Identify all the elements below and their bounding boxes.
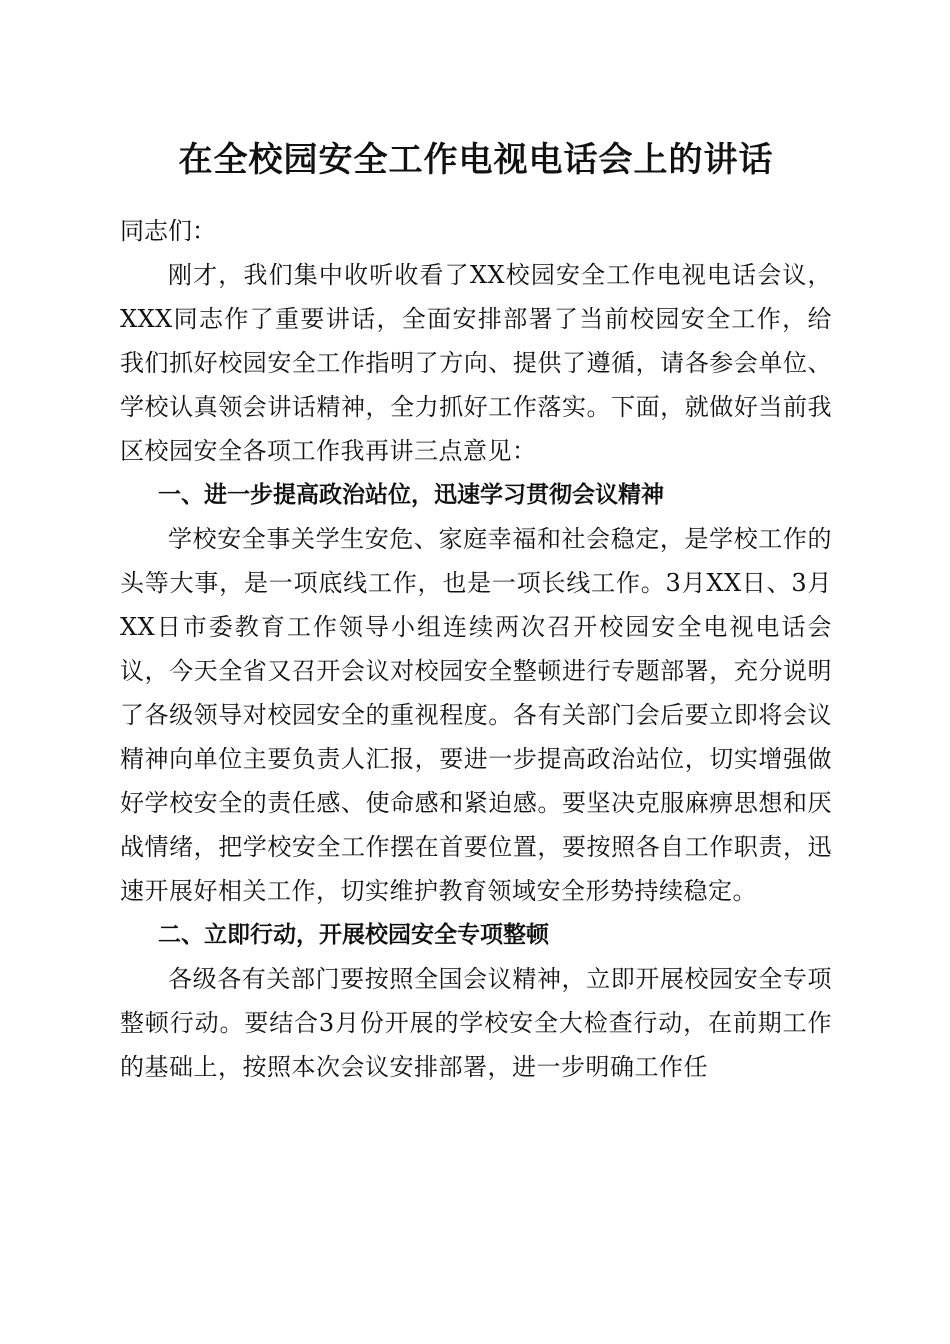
intro-paragraph: 刚才，我们集中收听收看了XX校园安全工作电视电话会议，XXX同志作了重要讲话，全面安排部署了当前校园安全工作，给我们抓好校园安全工作指明了方向、提供了遵循，请各参会单位、学校认真领会讲话精神，全力抓好工作落实。下面，就做好当前我区校园安全各项工作我再讲三点意见： bbox=[120, 261, 832, 465]
section-heading-2: 二、立即行动，开展校园安全专项整顿 bbox=[158, 922, 549, 948]
section-body-2: 各级各有关部门要按照全国会议精神，立即开展校园安全专项整顿行动。要结合3月份开展的学校安全大检查行动，在前期工作的基础上，按照本次会议安排部署，进一步明确工作任 bbox=[120, 965, 832, 1081]
document-title: 在全校园安全工作电视电话会上的讲话 bbox=[178, 140, 774, 180]
salutation: 同志们： bbox=[120, 217, 216, 245]
document-page bbox=[120, 125, 832, 1089]
section-body-1: 学校安全事关学生安危、家庭幸福和社会稳定，是学校工作的头等大事，是一项底线工作，也是一项长线工作。3月XX日、3月XX日市委教育工作领导小组连续两次召开校园安全电视电话会议，今天全省又召开会议对校园安全整顿进行专题部署，充分说明了各级领导对校园安全的重视程度。各有关部门会后要立即将会议精神向单位主要负责人汇报，要进一步提高政治站位，切实增强做好学校安全的责任感、使命感和紧迫感。要坚决克服麻痹思想和厌战情绪，把学校安全工作摆在首要位置，要按照各自工作职责，迅速开展好相关工作，切实维护教育领域安全形势持续稳定。 bbox=[120, 525, 832, 905]
section-heading-1: 一、进一步提高政治站位，迅速学习贯彻会议精神 bbox=[158, 482, 664, 508]
